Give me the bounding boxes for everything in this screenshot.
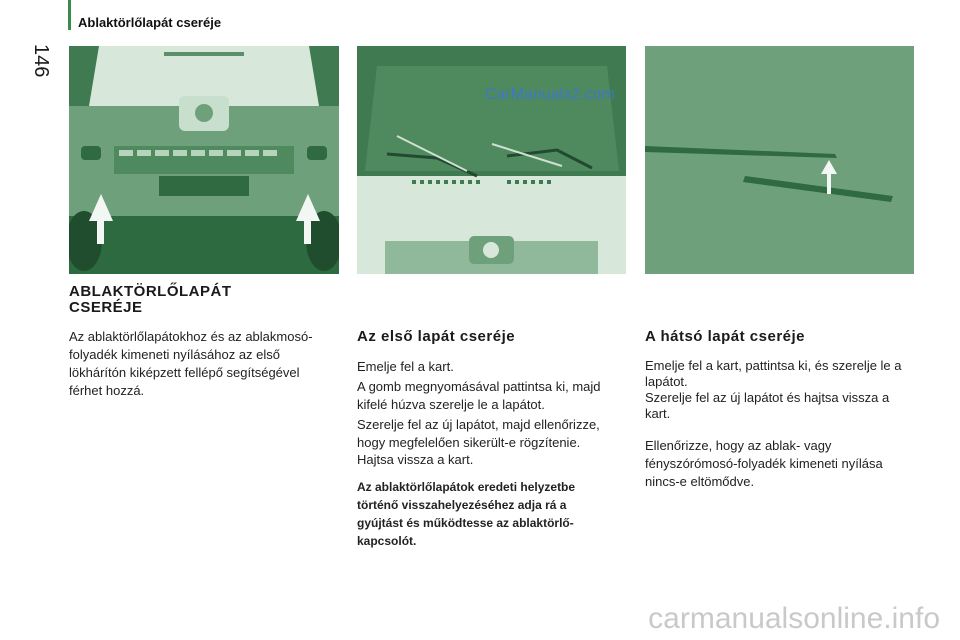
- rear-wiper-title: A hátsó lapát cseréje: [645, 328, 806, 345]
- front-bold-note: Az ablaktörlőlapátok eredeti helyzetbe történő visszahelyezéséhez adja rá a gyújtást és működtesse az ablaktörlő-kapcsolót.: [357, 480, 576, 548]
- windscreen-wipers-illustration: [357, 46, 626, 274]
- image-watermark: CarManuals2.com: [485, 86, 615, 103]
- rear-wiper-illustration: [645, 46, 914, 274]
- main-section-title: ABLAKTÖRLŐLAPÁT CSERÉJE: [69, 283, 232, 316]
- front-step-2: A gomb megnyomásával pattintsa ki, majd kifelé húzva szerelje le a lapátot.: [357, 379, 601, 412]
- section-header-title: Ablaktörlőlapát cseréje: [78, 15, 222, 30]
- footer-watermark: carmanualsonline.info: [648, 602, 940, 635]
- page-number: 146: [30, 44, 52, 78]
- front-wiper-title: Az első lapát cseréje: [357, 328, 516, 345]
- rear-check-note: Ellenőrizze, hogy az ablak- vagy fényszórómosó-folyadék kimeneti nyílása nincs-e eltömődve.: [645, 438, 883, 489]
- rear-step-1: Emelje fel a kart, pattintsa ki, és szerelje le a lapátot.: [645, 358, 902, 389]
- intro-paragraph: Az ablaktörlőlapátokhoz és az ablakmosó-folyadék kimeneti nyílásához az első lökhárítón kiképzett fellépő segítségével férhet hozzá.: [69, 329, 313, 398]
- front-bumper-illustration: [69, 46, 339, 274]
- header-accent-bar: [68, 0, 71, 30]
- rear-step-2: Szerelje fel az új lapátot és hajtsa vissza a kart.: [645, 390, 890, 421]
- front-step-4: Hajtsa vissza a kart.: [357, 452, 474, 467]
- front-step-3: Szerelje fel az új lapátot, majd ellenőrizze, hogy megfelelően sikerült-e rögzítenie.: [357, 417, 600, 450]
- front-step-1: Emelje fel a kart.: [357, 359, 454, 374]
